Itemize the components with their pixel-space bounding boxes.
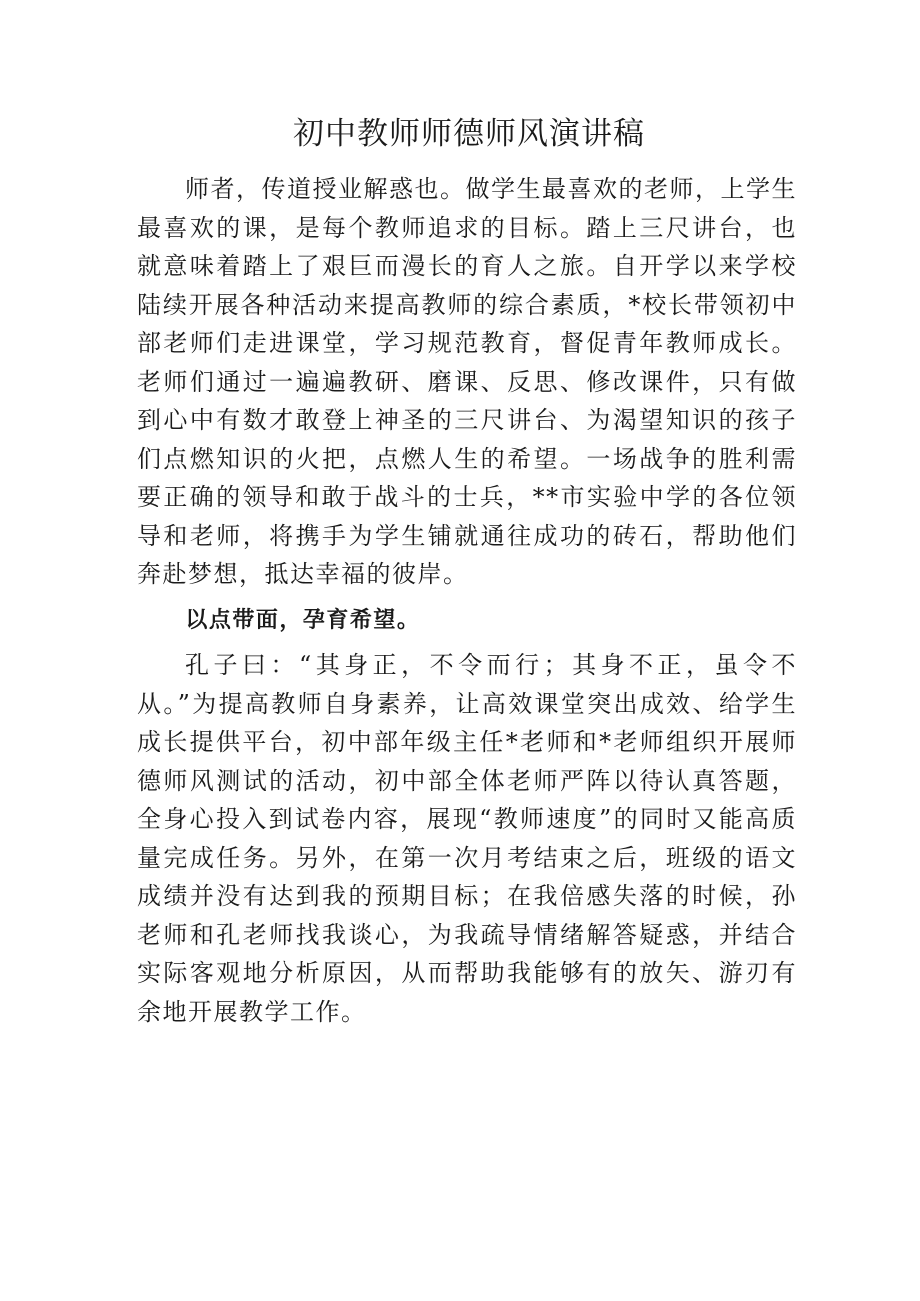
document-title: 初中教师师德师风演讲稿: [293, 116, 645, 152]
body-paragraph: 师者，传道授业解惑也。做学生最喜欢的老师，上学生最喜欢的课，是每个教师追求的目标。踏上三尺讲台，也就意味着踏上了艰巨而漫长的育人之旅。自开学以来学校陆续开展各种活动来提高教师的综合素质，*校长带领初中部老师们走进课堂，学习规范教育，督促青年教师成长。老师们通过一遍遍教研、磨课、反思、修改课件，只有做到心中有数才敢登上神圣的三尺讲台、为渴望知识的孩子们点燃知识的火把，点燃人生的希望。一场战争的胜利需要正确的领导和敢于战斗的士兵，**市实验中学的各位领导和老师，将携手为学生铺就通往成功的砖石，帮助他们奔赴梦想，抵达幸福的彼岸。: [137, 175, 797, 588]
section-heading: 以点带面，孕育希望。: [185, 607, 421, 633]
body-paragraph: 孔子曰：“其身正，不令而行；其身不正，虽令不从。”为提高教师自身素养，让高效课堂突出成效、给学生成长提供平台，初中部年级主任*老师和*老师组织开展师德师风测试的活动，初中部全体老师严阵以待认真答题，全身心投入到试卷内容，展现“教师速度”的同时又能高质量完成任务。另外，在第一次月考结束之后，班级的语文成绩并没有达到我的预期目标；在我倍感失落的时候，孙老师和孔老师找我谈心，为我疏导情绪解答疑惑，并结合实际客观地分析原因，从而帮助我能够有的放矢、游刃有余地开展教学工作。: [137, 651, 797, 1026]
document-page: [137, 108, 797, 1039]
